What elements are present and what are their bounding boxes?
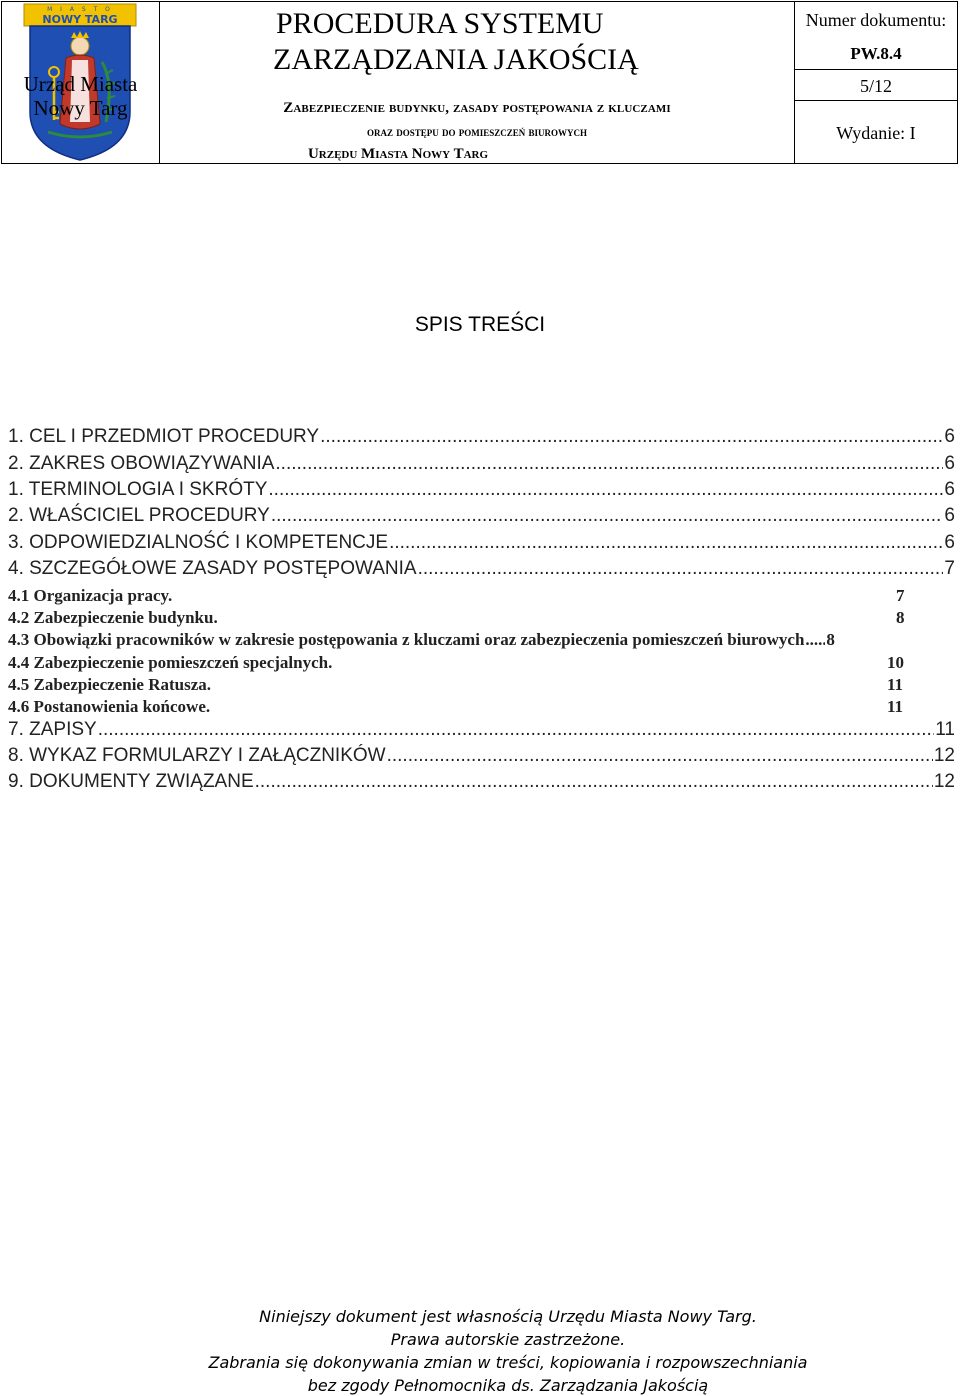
toc-entry-label: 4.6 Postanowienia końcowe. — [8, 697, 211, 716]
procedure-subtitle-line3: Urzędu Miasta Nowy Targ — [307, 146, 489, 162]
toc-entry-page: 10 — [887, 653, 904, 672]
toc-leader-dots — [320, 424, 943, 450]
toc-leader-dots — [271, 503, 944, 529]
city-emblem-logo — [2, 2, 159, 163]
toc-entry-page: 6 — [944, 532, 955, 553]
toc-entry-label: 1. TERMINOLOGIA I SKRÓTY — [8, 479, 268, 500]
logo-name-line2: Nowy Targ — [33, 96, 128, 120]
toc-entry-page: 12 — [933, 745, 955, 766]
toc-entry-label: 4.1 Organizacja pracy. — [8, 586, 173, 605]
toc-entry-page: 8 — [896, 608, 905, 627]
footer-copyright-line: Prawa autorskie zastrzeżone. — [390, 1330, 626, 1349]
toc-entry-label: 7. ZAPISY — [8, 719, 97, 740]
toc-entry-label: 4.3 Obowiązki pracowników w zakresie postępowania z kluczami oraz zabezpieczenia pomieszczeń biurowych — [8, 630, 805, 649]
toc-entry[interactable] — [8, 451, 955, 477]
doc-number: PW.8.4 — [850, 44, 902, 63]
toc-entry-page: 11 — [935, 719, 955, 740]
toc-leader-dots — [389, 530, 943, 556]
logo-name-line1: Urząd Miasta — [23, 72, 138, 96]
toc-leader-dots — [387, 743, 933, 769]
toc-entry[interactable] — [8, 769, 955, 795]
toc-entry[interactable] — [8, 424, 955, 450]
doc-number-label: Numer dokumentu: — [805, 10, 947, 30]
toc-entry[interactable] — [8, 629, 960, 651]
toc-entry[interactable] — [8, 585, 172, 607]
toc-entry-label: 4.2 Zabezpieczenie budynku. — [8, 608, 218, 627]
toc-leader-dots — [268, 477, 943, 503]
toc-leader-dots — [275, 451, 943, 477]
toc-entry[interactable] — [8, 696, 210, 718]
meta-divider — [795, 69, 957, 70]
toc-entry-label: 4.4 Zabezpieczenie pomieszczeń specjalnych. — [8, 653, 333, 672]
document-header — [1, 1, 958, 164]
toc-entry[interactable] — [8, 607, 218, 629]
toc-entry-label: 2. WŁAŚCICIEL PROCEDURY — [8, 505, 270, 526]
toc-entry-page: 11 — [887, 675, 904, 694]
toc-entry[interactable] — [8, 743, 955, 769]
toc-entry-label: 3. ODPOWIEDZIALNOŚĆ I KOMPETENCJE — [8, 532, 389, 553]
toc-entry[interactable] — [8, 717, 955, 743]
toc-entry[interactable] — [8, 556, 955, 582]
header-logo-cell — [2, 2, 160, 163]
footer-ownership-line: Niniejszy dokument jest własnością Urzędu Miasta Nowy Targ. — [259, 1307, 757, 1326]
toc-entry-page: 12 — [933, 771, 955, 792]
toc-title: SPIS TREŚCI — [414, 313, 546, 336]
toc-leader-dots — [805, 629, 825, 651]
toc-entry-label: 1. CEL I PRZEDMIOT PROCEDURY — [8, 426, 320, 447]
procedure-title-line2: ZARZĄDZANIA JAKOŚCIĄ — [273, 43, 639, 76]
toc-entry[interactable] — [8, 477, 955, 503]
toc-entry-label: 2. ZAKRES OBOWIĄZYWANIA — [8, 453, 275, 474]
procedure-title-line1: PROCEDURA SYSTEMU — [276, 7, 604, 40]
toc-entry-page: 8 — [826, 630, 835, 649]
toc-entry[interactable] — [8, 674, 211, 696]
toc-entry-page: 6 — [944, 479, 955, 500]
edition: Wydanie: I — [836, 123, 916, 143]
toc-entry-page: 6 — [944, 453, 955, 474]
header-meta-cell — [795, 2, 957, 163]
toc-entry-page: 11 — [887, 697, 904, 716]
toc-entry[interactable] — [8, 530, 955, 556]
procedure-subtitle-line2: oraz dostępu do pomieszczeń biurowych — [366, 124, 588, 139]
meta-divider — [795, 100, 957, 101]
toc-entry-label: 4.5 Zabezpieczenie Ratusza. — [8, 675, 212, 694]
toc-leader-dots — [255, 769, 933, 795]
emblem-title-text: NOWY TARG — [42, 13, 118, 26]
toc-entry-page: 6 — [944, 426, 955, 447]
toc-entry-label: 9. DOKUMENTY ZWIĄZANE — [8, 771, 254, 792]
toc-entry[interactable] — [8, 503, 955, 529]
toc-entry[interactable] — [8, 652, 332, 674]
procedure-subtitle-line1: Zabezpieczenie budynku, zasady postępowania z kluczami — [283, 100, 671, 116]
toc-entry-page: 7 — [944, 558, 955, 579]
toc-leader-dots — [98, 717, 935, 743]
footer-restriction-line: Zabrania się dokonywania zmian w treści, kopiowania i rozpowszechniania — [208, 1353, 808, 1372]
emblem-top-text: M I A S T O — [47, 6, 113, 13]
toc-leader-dots — [418, 556, 944, 582]
toc-entry-label: 4. SZCZEGÓŁOWE ZASADY POSTĘPOWANIA — [8, 558, 417, 579]
page-number: 5/12 — [859, 76, 892, 96]
footer-consent-line: bez zgody Pełnomocnika ds. Zarządzania Jakością — [307, 1376, 709, 1395]
toc-entry-page: 7 — [896, 586, 905, 605]
header-title-cell — [160, 2, 795, 163]
toc-entry-label: 8. WYKAZ FORMULARZY I ZAŁĄCZNIKÓW — [8, 745, 386, 766]
toc-entry-page: 6 — [944, 505, 955, 526]
